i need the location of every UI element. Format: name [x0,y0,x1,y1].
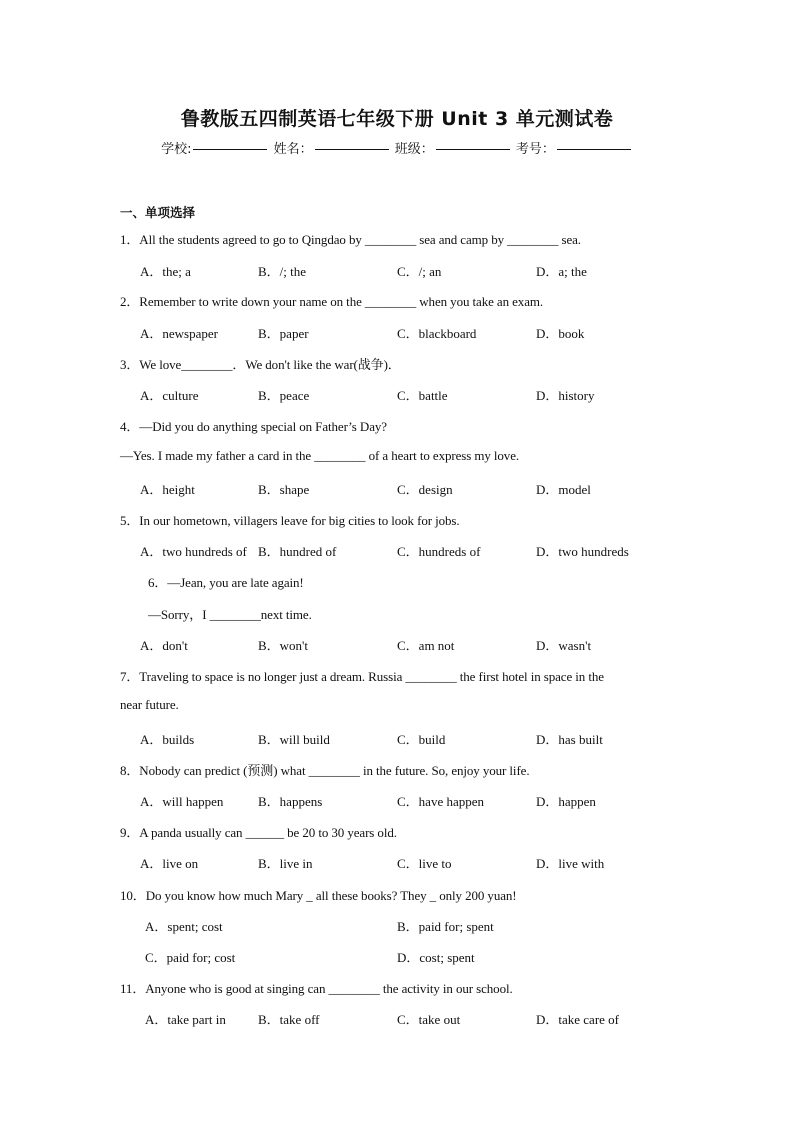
student-info-line [0,138,794,157]
question-6-text-2: —Sorry，I ________next time. [148,607,312,622]
q5-option-c: C．hundreds of [397,544,481,559]
question-3-text: 3．We love________．We don't like the war(战争)． [120,357,401,372]
question-7-text: 7．Traveling to space is no longer just a dream. Russia ________ the first hotel in space in the [120,669,604,684]
field-name-blank [315,149,389,150]
q11-option-b: B．take off [258,1012,320,1027]
question-5-text: 5．In our hometown, villagers leave for big cities to look for jobs. [120,513,460,528]
q8-option-a: A．will happen [140,794,224,809]
question-4-text: 4．—Did you do anything special on Father’s Day? [120,419,387,434]
q3-option-a: A．culture [140,388,199,403]
q1-option-c: C．/; an [397,264,442,279]
question-8-text: 8．Nobody can predict (预测) what ________ in the future. So, enjoy your life. [120,763,530,778]
question-4-text-2: —Yes. I made my father a card in the ________ of a heart to express my love. [120,448,520,463]
q2-option-a: A．newspaper [140,326,218,341]
q8-option-c: C．have happen [397,794,485,809]
question-9-text: 9．A panda usually can ______ be 20 to 30 years old. [120,825,397,840]
q6-option-c: C．am not [397,638,455,653]
field-name-label: 姓名： [273,142,313,157]
q9-option-a: A．live on [140,856,199,871]
q5-option-b: B．hundred of [258,544,337,559]
question-11-text: 11．Anyone who is good at singing can ________ the activity in our school. [120,981,513,996]
question-6-text: 6．—Jean, you are late again! [148,575,304,590]
q11-option-c: C．take out [397,1012,461,1027]
q3-option-d: D．history [536,388,595,403]
page-title: 鲁教版五四制英语七年级下册 Unit 3 单元测试卷 [180,108,614,130]
q9-option-d: D．live with [536,856,605,871]
section-title: 一、单项选择 [120,205,196,220]
q7-option-a: A．builds [140,732,195,747]
question-1-text: 1．All the students agreed to go to Qingdao by ________ sea and camp by ________ sea. [120,232,581,247]
q8-option-d: D．happen [536,794,596,809]
q10-option-a: A．spent; cost [145,919,223,934]
question-10-text: 10．Do you know how much Mary _ all these books? They _ only 200 yuan! [120,888,517,903]
q4-option-c: C．design [397,482,453,497]
q2-option-d: D．book [536,326,585,341]
q11-option-a: A．take part in [145,1012,226,1027]
q7-option-d: D．has built [536,732,603,747]
field-number-label: 考号： [515,142,555,157]
q5-option-d: D．two hundreds [536,544,629,559]
q10-option-d: D．cost; spent [397,950,475,965]
q10-option-b: B．paid for; spent [397,919,494,934]
q4-option-b: B．shape [258,482,310,497]
q9-option-c: C．live to [397,856,452,871]
q1-option-a: A．the; a [140,264,191,279]
field-class-label: 班级： [394,142,434,157]
q2-option-b: B．paper [258,326,309,341]
field-school-blank [193,149,267,150]
q7-option-c: C．build [397,732,446,747]
field-school-label: 学校: [161,142,192,157]
q6-option-d: D．wasn't [536,638,592,653]
q1-option-b: B．/; the [258,264,307,279]
q3-option-c: C．battle [397,388,448,403]
q6-option-b: B．won't [258,638,309,653]
q6-option-a: A．don't [140,638,188,653]
q4-option-d: D．model [536,482,591,497]
question-2-text: 2．Remember to write down your name on the ________ when you take an exam. [120,294,544,309]
q2-option-c: C．blackboard [397,326,477,341]
q11-option-d: D．take care of [536,1012,620,1027]
q3-option-b: B．peace [258,388,310,403]
field-class-blank [436,149,510,150]
q4-option-a: A．height [140,482,195,497]
q7-option-b: B．will build [258,732,330,747]
q8-option-b: B．happens [258,794,323,809]
q10-option-c: C．paid for; cost [145,950,236,965]
q1-option-d: D．a; the [536,264,587,279]
field-number-blank [557,149,631,150]
q5-option-a: A．two hundreds of [140,544,247,559]
question-7-text-2: near future. [120,697,179,712]
q9-option-b: B．live in [258,856,313,871]
